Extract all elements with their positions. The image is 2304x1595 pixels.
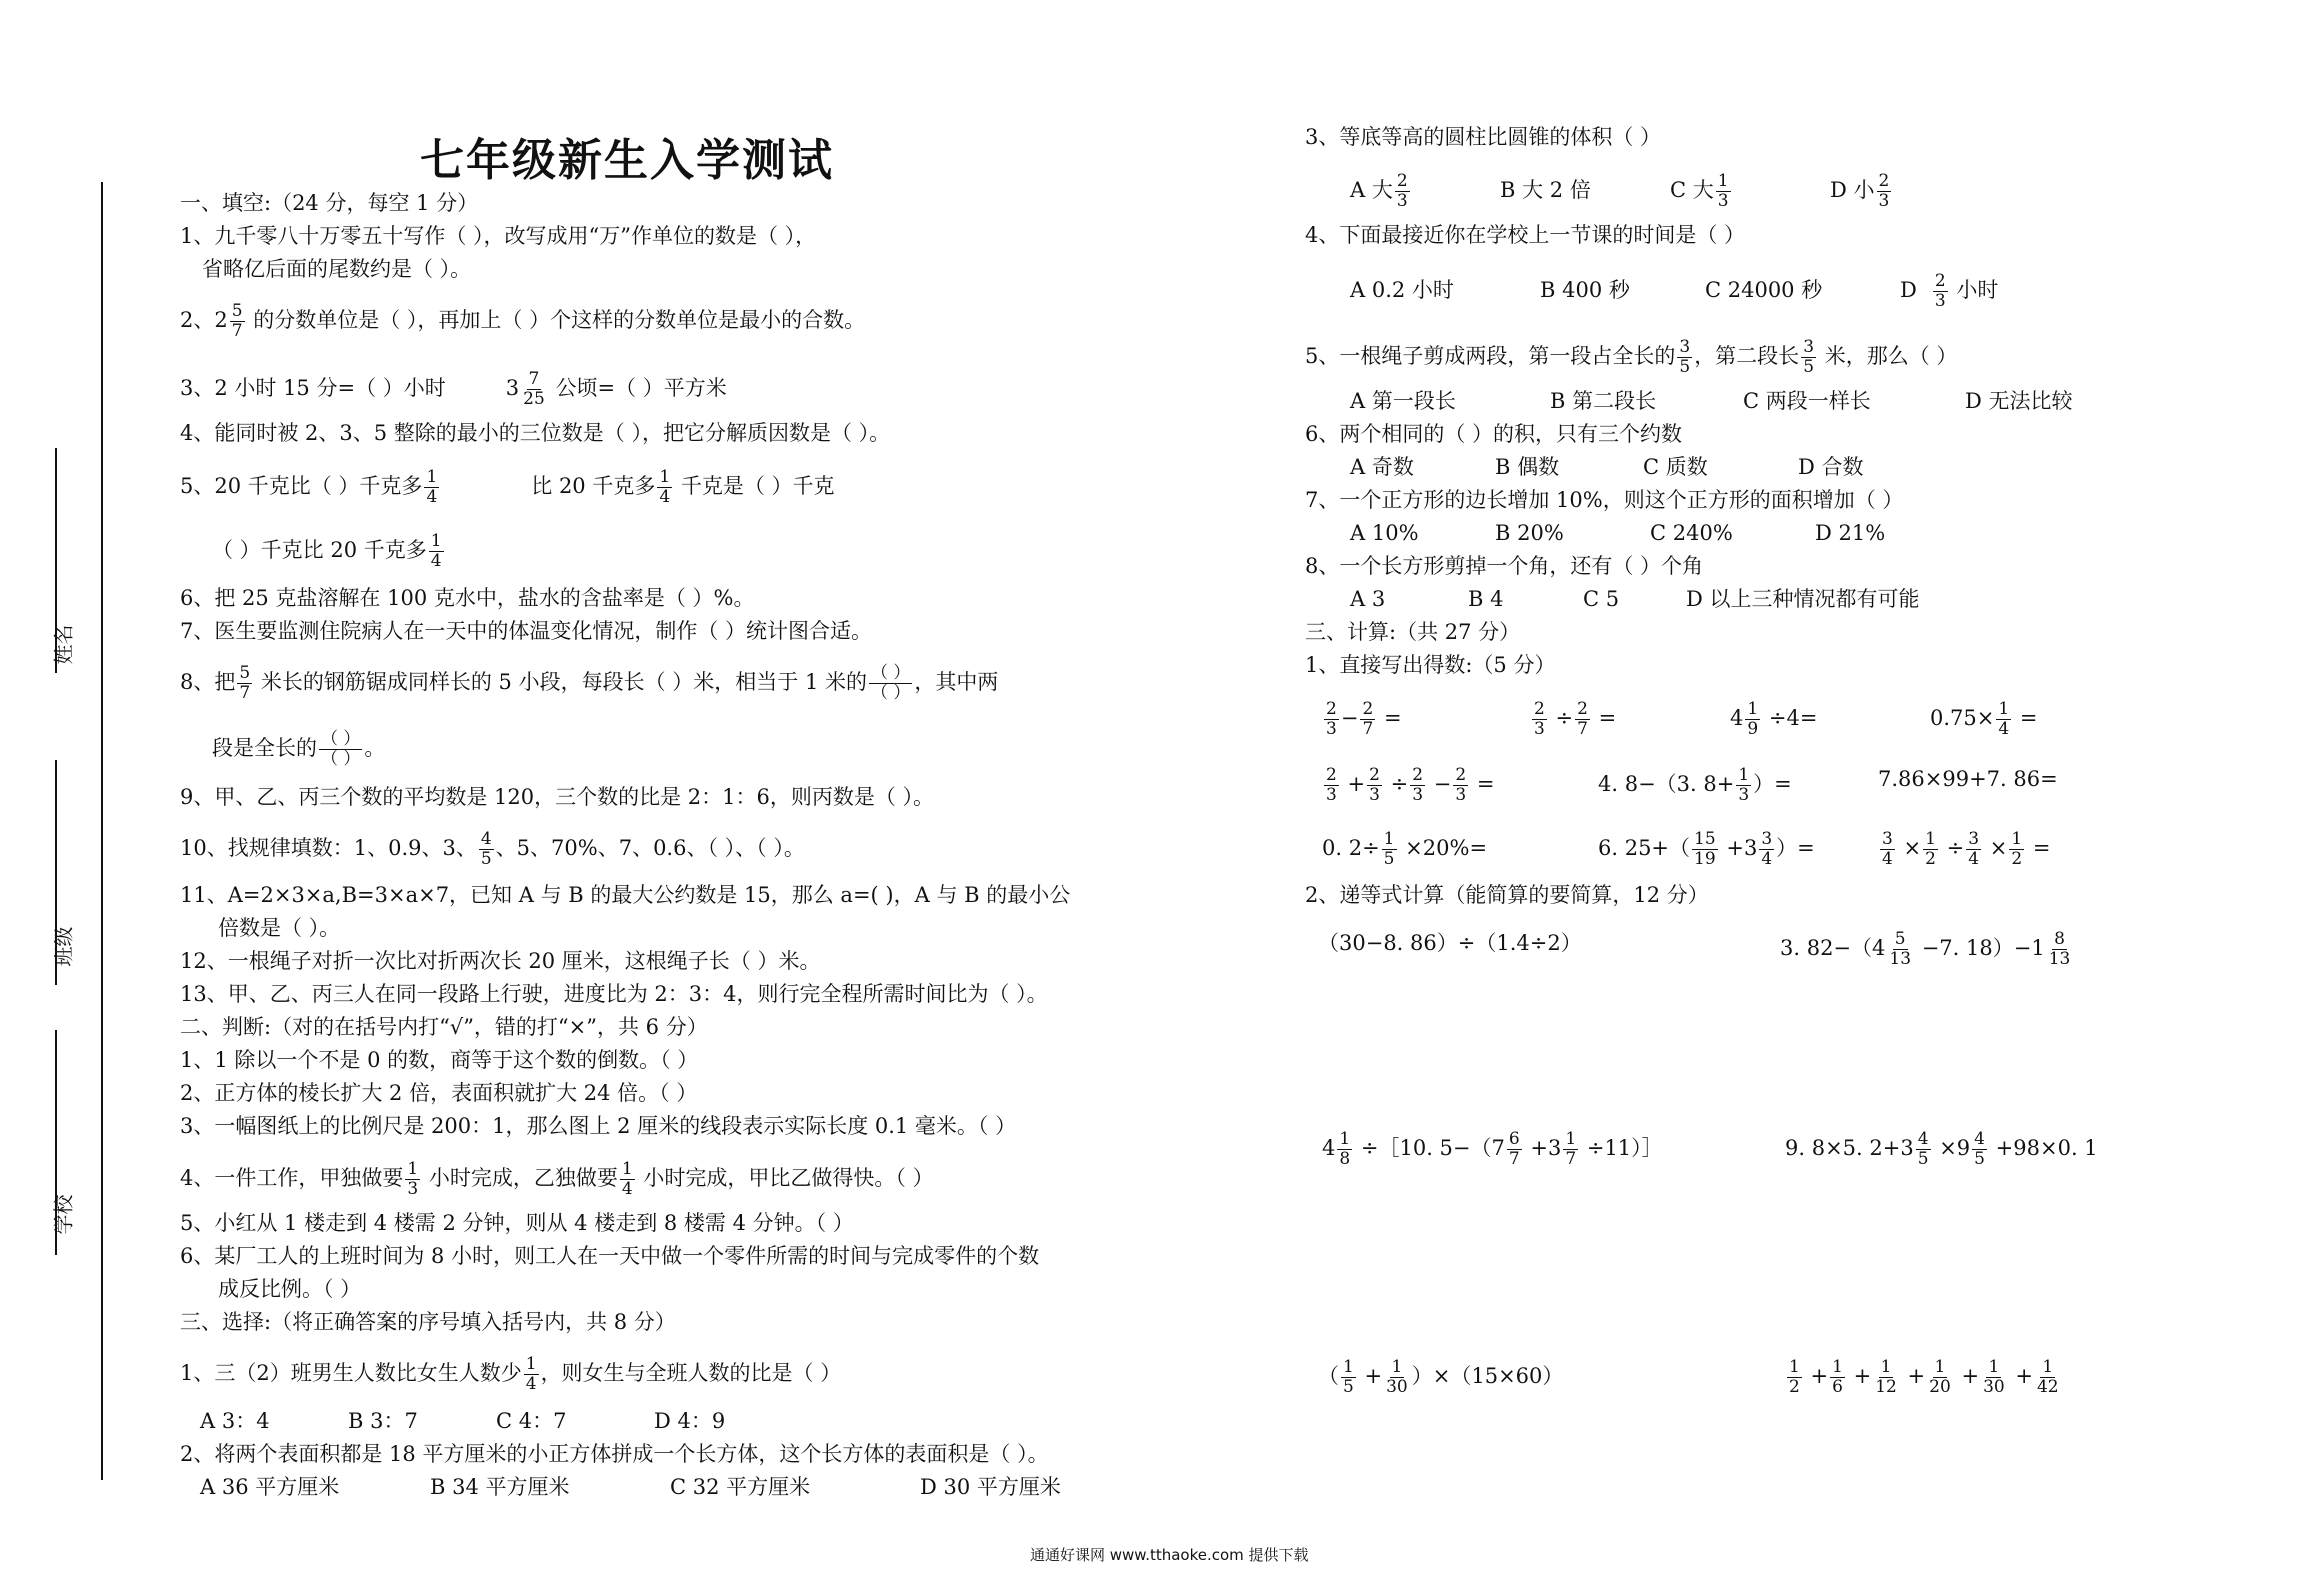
fraction: $\frac{5}{7}$ [239,663,251,703]
choice-6: 6、两个相同的（ ）的积，只有三个约数 [1305,422,1683,446]
fraction: $\frac{2}{3}$ [1878,171,1890,211]
question-8a: 8、把 $\frac{5}{7}$ 米长的钢筋锯成同样长的 5 小段，每段长（ ）米，相当于 1 米的 $\frac{( )}{( )}$ ，其中两 [180,663,999,703]
question-2: 2、2 $\frac{5}{7}$ 的分数单位是（ ），再加上（ ）个这样的分数单位是最小的合数。 [180,301,866,341]
choice-3: 3、等底等高的圆柱比圆锥的体积（ ） [1305,125,1662,149]
choice-4-options: A 0.2 小时 B 400 秒 C 24000 秒 D $\frac{2}{3}$ 小时 [1350,271,1999,311]
section-fill-heading: 一、填空:（24 分，每空 1 分） [180,191,479,215]
calc-expr-2: $\frac{2}{3}$ ÷ $\frac{2}{7}$ = [1534,699,1617,739]
fraction: $\frac{1}{4}$ [659,467,671,507]
class-label: 班级 [51,926,76,967]
choice-8-options: A 3 B 4 C 5 D 以上三种情况都有可能 [1350,587,1920,611]
calc-expr-3: 4 $\frac{1}{9}$ ÷4= [1730,699,1818,739]
fraction: $\frac{1}{4}$ [430,531,442,571]
binding-line [101,182,103,1480]
judge-4: 4、一件工作，甲独做要 $\frac{1}{3}$ 小时完成，乙独做要 $\frac{1}{4}$ 小时完成，甲比乙做得快。（ ） [180,1159,934,1199]
fraction: $\frac{1}{3}$ [407,1159,419,1199]
question-1b: 省略亿后面的尾数约是（ ）。 [202,257,472,281]
fraction: $\frac{3}{5}$ [1679,337,1691,377]
question-1a: 1、九千零八十万零五十写作（ ），改写成用“万”作单位的数是（ ）， [180,224,817,248]
fraction: $\frac{1}{3}$ [1717,171,1729,211]
choice-3-options: A 大 $\frac{2}{3}$ B 大 2 倍 C 大 $\frac{1}{3}$ D 小 $\frac{2}{3}$ [1350,171,1890,211]
step-expr-1: （30−8. 86）÷（1.4÷2） [1318,931,1582,955]
choice-6-options: A 奇数 B 偶数 C 质数 D 合数 [1350,455,1864,479]
step-expr-2: 3. 82−（4 $\frac{5}{13}$ −7. 18）−1 $\frac{8}{13}$ [1780,929,2071,969]
fraction: $\frac{7}{25}$ [523,369,545,409]
step-expr-5: （ $\frac{1}{5}$ + $\frac{1}{30}$ ）×（15×60） [1318,1357,1564,1397]
choice-4: 4、下面最接近你在学校上一节课的时间是（ ） [1305,223,1746,247]
choice-7-options: A 10% B 20% C 240% D 21% [1350,521,1886,545]
fraction: $\frac{2}{3}$ [1396,171,1408,211]
fraction: $\frac{1}{4}$ [621,1159,633,1199]
judge-3: 3、一幅图纸上的比例尺是 200：1，那么图上 2 厘米的线段表示实际长度 0.1 毫米。（ ） [180,1114,1017,1138]
step-expr-6: $\frac{1}{2}$ + $\frac{1}{6}$ + $\frac{1}{12}$ + $\frac{1}{20}$ + $\frac{1}{30}$ + $\frac{1}{42}$ [1789,1357,2059,1397]
question-11b: 倍数是（ ）。 [218,916,341,940]
choice-5: 5、一根绳子剪成两段，第一段占全长的 $\frac{3}{5}$ ，第二段长 $\frac{3}{5}$ 米，那么（ ） [1305,337,1958,377]
fraction: $\frac{1}{4}$ [525,1354,537,1394]
question-11a: 11、A=2×3×a,B=3×a×7，已知 A 与 B 的最大公约数是 15，那么 a=( )，A 与 B 的最小公 [180,883,1071,907]
choice-8: 8、一个长方形剪掉一个角，还有（ ）个角 [1305,554,1704,578]
question-13: 13、甲、乙、丙三人在同一段路上行驶，进度比为 2：3：4，则行完全程所需时间比为（ ）。 [180,982,1048,1006]
step-expr-4: 9. 8×5. 2+3 $\frac{4}{5}$ ×9 $\frac{4}{5}$ +98×0. 1 [1785,1129,2098,1169]
question-5a: 5、20 千克比（ ）千克多 $\frac{1}{4}$ 比 20 千克多 $\frac{1}{4}$ 千克是（ ）千克 [180,467,835,507]
calc-expr-8: 0. 2÷ $\frac{1}{5}$ ×20%= [1322,829,1488,869]
judge-5: 5、小红从 1 楼走到 4 楼需 2 分钟，则从 4 楼走到 8 楼需 4 分钟。（ ） [180,1211,854,1235]
judge-6a: 6、某厂工人的上班时间为 8 小时，则工人在一天中做一个零件所需的时间与完成零件的个数 [180,1244,1040,1268]
calc-expr-5: $\frac{2}{3}$ + $\frac{2}{3}$ ÷ $\frac{2}{3}$ − $\frac{2}{3}$ = [1326,765,1495,805]
fraction: $\frac{2}{3}$ [1934,271,1946,311]
blank-fraction: $\frac{( )}{( )}$ [870,663,911,703]
page-title: 七年级新生入学测试 [420,135,834,186]
calc-part-2-heading: 2、递等式计算（能简算的要简算，12 分） [1305,883,1709,907]
question-8b: 段是全长的 $\frac{( )}{( )}$ 。 [212,729,386,769]
step-expr-3: 4 $\frac{1}{8}$ ÷［10. 5−（7 $\frac{6}{7}$ +3 $\frac{1}{7}$ ÷11）］ [1322,1129,1663,1169]
calc-expr-10: $\frac{3}{4}$ × $\frac{1}{2}$ ÷ $\frac{3}{4}$ × $\frac{1}{2}$ = [1882,829,2051,869]
calc-expr-1: $\frac{2}{3}$ − $\frac{2}{7}$ = [1326,699,1402,739]
choice-5-options: A 第一段长 B 第二段长 C 两段一样长 D 无法比较 [1350,389,2073,413]
blank-fraction: $\frac{( )}{( )}$ [321,729,361,769]
question-3: 3、2 小时 15 分=（ ）小时 3 $\frac{7}{25}$ 公顷=（ ）平方米 [180,369,727,409]
school-label: 学校 [51,1194,76,1235]
section-calc-heading: 三、计算:（共 27 分） [1305,620,1521,644]
question-10: 10、找规律填数：1、0.9、3、 $\frac{4}{5}$ 、5、70%、7、0.6、（ ）、（ ）。 [180,829,805,869]
question-4: 4、能同时被 2、3、5 整除的最小的三位数是（ ），把它分解质因数是（ ）。 [180,421,891,445]
fraction: $\frac{4}{5}$ [480,829,492,869]
question-7: 7、医生要监测住院病人在一天中的体温变化情况，制作（ ）统计图合适。 [180,619,873,643]
question-6: 6、把 25 克盐溶解在 100 克水中，盐水的含盐率是（ ）%。 [180,586,755,610]
choice-7: 7、一个正方形的边长增加 10%，则这个正方形的面积增加（ ） [1305,488,1904,512]
calc-expr-6: 4. 8−（3. 8+ $\frac{1}{3}$ ）= [1598,765,1792,805]
name-label: 姓名 [51,624,76,665]
section-choice-heading: 三、选择:（将正确答案的序号填入括号内，共 8 分） [180,1310,676,1334]
calc-expr-4: 0.75× $\frac{1}{4}$ = [1930,699,2038,739]
fraction: $\frac{5}{7}$ [231,301,243,341]
choice-1: 1、三（2）班男生人数比女生人数少 $\frac{1}{4}$ ，则女生与全班人数的比是（ ） [180,1354,842,1394]
fraction: $\frac{1}{4}$ [426,467,438,507]
judge-6b: 成反比例。（ ） [218,1277,362,1301]
footer-credit: 通通好课网 www.tthaoke.com 提供下载 [1030,1546,1309,1564]
question-12: 12、一根绳子对折一次比对折两次长 20 厘米，这根绳子长（ ）米。 [180,949,821,973]
section-judge-heading: 二、判断:（对的在括号内打“√”，错的打“×”，共 6 分） [180,1015,708,1039]
judge-1: 1、1 除以一个不是 0 的数，商等于这个数的倒数。（ ） [180,1048,699,1072]
choice-1-options: A 3：4 B 3：7 C 4：7 D 4：9 [200,1409,726,1433]
judge-2: 2、正方体的棱长扩大 2 倍，表面积就扩大 24 倍。（ ） [180,1081,698,1105]
question-9: 9、甲、乙、丙三个数的平均数是 120，三个数的比是 2：1：6，则丙数是（ ）。 [180,785,935,809]
choice-2-options: A 36 平方厘米 B 34 平方厘米 C 32 平方厘米 D 30 平方厘米 [200,1475,1061,1499]
choice-2: 2、将两个表面积都是 18 平方厘米的小正方体拼成一个长方体，这个长方体的表面积是（ ）。 [180,1442,1049,1466]
calc-part-1-heading: 1、直接写出得数:（5 分） [1305,653,1556,677]
question-5b: （ ）千克比 20 千克多 $\frac{1}{4}$ [212,531,442,571]
fraction: $\frac{3}{5}$ [1803,337,1815,377]
calc-expr-9: 6. 25+（ $\frac{15}{19}$ +3 $\frac{3}{4}$ ）= [1598,829,1815,869]
calc-expr-7: 7.86×99+7. 86= [1878,767,2058,791]
